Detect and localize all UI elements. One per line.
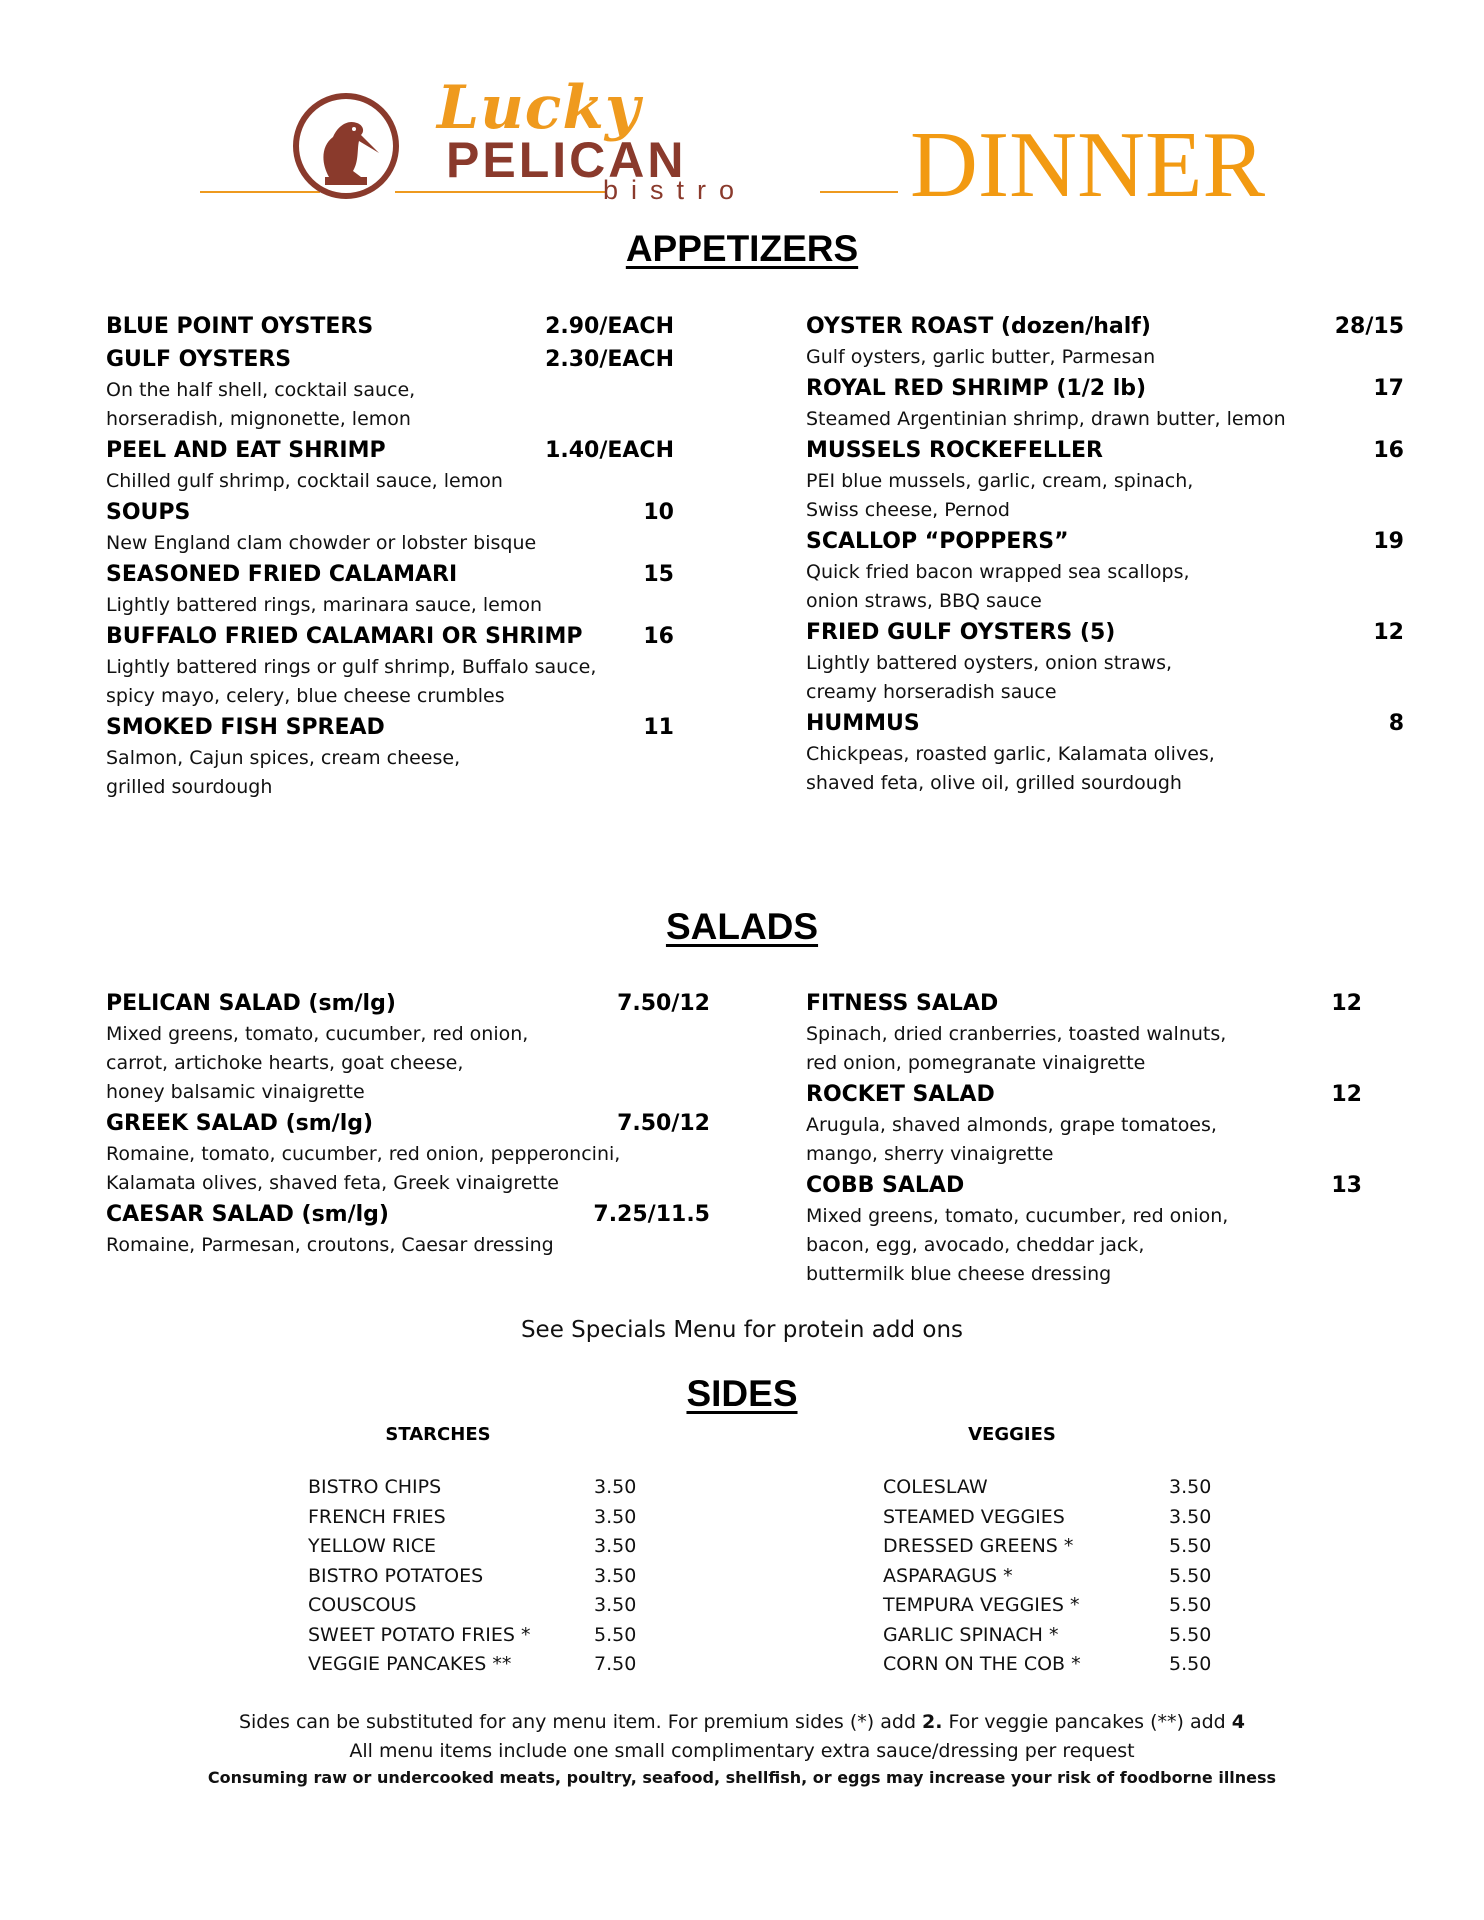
menu-item-price: 28/15 (1334, 314, 1404, 339)
menu-item-name: HUMMUS (806, 711, 920, 736)
side-name: SWEET POTATO FRIES * (308, 1623, 531, 1646)
menu-item-header (106, 1198, 710, 1231)
menu-item-name: GULF OYSTERS (106, 347, 292, 372)
menu-item-name: FITNESS SALAD (806, 991, 999, 1016)
menu-item-description: Romaine, Parmesan, croutons, Caesar dressing (106, 1234, 554, 1256)
side-price: 3.50 (594, 1505, 637, 1528)
menu-item (806, 525, 1404, 616)
menu-item-price: 16 (643, 624, 674, 649)
side-price: 5.50 (1169, 1564, 1212, 1587)
header-rule-middle (395, 191, 605, 193)
menu-item-description: New England clam chowder or lobster bisque (106, 532, 537, 554)
side-name: ASPARAGUS * (883, 1564, 1013, 1587)
side-name: CORN ON THE COB * (883, 1653, 1081, 1675)
protein-note: See Specials Menu for protein add ons (520, 1317, 964, 1343)
menu-item-description: Lightly battered rings or gulf shrimp, Buffalo sauce, spicy mayo, celery, blue cheese crumbles (106, 656, 597, 707)
menu-item-description: Mixed greens, tomato, cucumber, red onion, bacon, egg, avocado, cheddar jack, buttermilk blue cheese dressing (806, 1205, 1229, 1285)
menu-item-price: 12 (1331, 991, 1362, 1016)
menu-item-name: COBB SALAD (806, 1173, 965, 1198)
side-row (883, 1621, 1249, 1651)
side-name: YELLOW RICE (308, 1535, 436, 1557)
menu-item (106, 496, 674, 558)
side-name: VEGGIE PANCAKES ** (308, 1653, 512, 1675)
side-price: 5.50 (594, 1623, 637, 1646)
menu-item-header (106, 1107, 710, 1140)
side-name: TEMPURA VEGGIES * (883, 1594, 1080, 1616)
side-name: STEAMED VEGGIES (883, 1505, 1065, 1528)
menu-item-name: PELICAN SALAD (sm/lg) (106, 991, 396, 1016)
menu-item-header (806, 1169, 1362, 1202)
side-price: 3.50 (594, 1594, 637, 1616)
appetizers-right-column (806, 310, 1404, 798)
menu-item-description: Salmon, Cajun spices, cream cheese, grilled sourdough (106, 747, 461, 798)
menu-item-price: 10 (643, 500, 674, 525)
menu-item-price: 17 (1373, 376, 1404, 401)
menu-item-header (106, 496, 674, 529)
appetizers-heading: APPETIZERS (625, 228, 859, 269)
menu-item-description: Steamed Argentinian shrimp, drawn butter, lemon (806, 408, 1286, 430)
side-price: 7.50 (594, 1653, 637, 1675)
menu-item (106, 620, 674, 711)
menu-item-name: ROYAL RED SHRIMP (1/2 lb) (806, 376, 1147, 401)
menu-item (806, 1169, 1362, 1289)
starches-list (308, 1473, 674, 1680)
menu-item-name: MUSSELS ROCKEFELLER (806, 438, 1103, 463)
side-row (883, 1591, 1249, 1621)
menu-item-header (106, 310, 674, 343)
side-row (883, 1650, 1249, 1680)
veggies-list (883, 1473, 1249, 1680)
menu-item-price: 2.90/EACH (545, 314, 674, 339)
pancake-add-amount: 4 (1231, 1711, 1246, 1733)
substitution-text-1: Sides can be substituted for any menu item. For premium sides (*) add (238, 1711, 923, 1733)
menu-item (806, 987, 1362, 1078)
menu-item-price: 11 (643, 715, 674, 740)
side-row (308, 1473, 674, 1503)
menu-item-description: Chilled gulf shrimp, cocktail sauce, lemon (106, 470, 503, 492)
side-row (308, 1591, 674, 1621)
side-price: 3.50 (1169, 1476, 1212, 1498)
menu-item-name: CAESAR SALAD (sm/lg) (106, 1202, 389, 1227)
sides-heading: SIDES (686, 1373, 798, 1414)
side-price: 3.50 (1169, 1505, 1212, 1528)
menu-item (106, 558, 674, 620)
side-name: BISTRO CHIPS (308, 1476, 442, 1498)
menu-item-header (806, 310, 1404, 343)
menu-item-price: 7.50/12 (617, 991, 710, 1016)
veggies-heading: VEGGIES (968, 1424, 1056, 1445)
menu-item-description: Romaine, tomato, cucumber, red onion, pepperoncini, Kalamata olives, shaved feta, Greek vinaigrette (106, 1143, 621, 1194)
menu-item-description: Quick fried bacon wrapped sea scallops, onion straws, BBQ sauce (806, 561, 1190, 612)
side-price: 3.50 (594, 1476, 637, 1498)
menu-item (106, 343, 674, 434)
menu-item (106, 310, 674, 343)
side-row (308, 1621, 674, 1651)
menu-item-price: 19 (1373, 529, 1404, 554)
salads-right-column (806, 987, 1362, 1289)
side-row (883, 1532, 1249, 1562)
sauce-note: All menu items include one small complimentary extra sauce/dressing per request (349, 1740, 1135, 1762)
menu-item-price: 2.30/EACH (545, 347, 674, 372)
menu-item-name: SCALLOP “POPPERS” (806, 529, 1069, 554)
menu-item-price: 15 (643, 562, 674, 587)
menu-item-price: 13 (1331, 1173, 1362, 1198)
page-title: DINNER (910, 113, 1266, 217)
side-row (883, 1503, 1249, 1533)
substitution-text-2: For veggie pancakes (**) add (942, 1711, 1232, 1733)
menu-item-name: OYSTER ROAST (dozen/half) (806, 314, 1151, 339)
menu-item-description: Mixed greens, tomato, cucumber, red onion, carrot, artichoke hearts, goat cheese, honey balsamic vinaigrette (106, 1023, 529, 1103)
menu-item-name: BUFFALO FRIED CALAMARI OR SHRIMP (106, 624, 583, 649)
menu-item (806, 616, 1404, 707)
side-row (308, 1503, 674, 1533)
menu-item-name: SEASONED FRIED CALAMARI (106, 562, 458, 587)
menu-item-header (806, 434, 1404, 467)
menu-item-header (806, 616, 1404, 649)
menu-item-header (806, 372, 1404, 405)
side-name: FRENCH FRIES (308, 1505, 446, 1528)
menu-item (106, 711, 674, 802)
side-price: 5.50 (1169, 1623, 1212, 1646)
menu-item-description: Lightly battered rings, marinara sauce, lemon (106, 594, 542, 616)
logo-bistro-text: bistro (603, 175, 748, 205)
menu-item-header (806, 707, 1404, 740)
logo-pelican-text: PELICAN (446, 132, 687, 188)
side-row (308, 1650, 674, 1680)
side-row (308, 1562, 674, 1592)
appetizers-left-column (106, 310, 674, 802)
menu-item-price: 1.40/EACH (545, 438, 674, 463)
menu-item-header (106, 343, 674, 376)
side-price: 3.50 (594, 1564, 637, 1587)
header-rule-right (820, 191, 898, 193)
menu-item-name: PEEL AND EAT SHRIMP (106, 438, 386, 463)
menu-item-description: On the half shell, cocktail sauce, horseradish, mignonette, lemon (106, 379, 416, 430)
salads-heading: SALADS (665, 906, 819, 947)
menu-item (806, 707, 1404, 798)
menu-item-header (106, 558, 674, 591)
menu-item-price: 7.50/12 (617, 1111, 710, 1136)
side-name: GARLIC SPINACH * (883, 1623, 1059, 1646)
substitution-note (0, 1711, 1484, 1733)
menu-item-header (106, 711, 674, 744)
menu-item-description: Arugula, shaved almonds, grape tomatoes, mango, sherry vinaigrette (806, 1114, 1217, 1165)
side-row (883, 1473, 1249, 1503)
menu-item (106, 1107, 710, 1198)
side-name: DRESSED GREENS * (883, 1535, 1074, 1557)
menu-item-name: BLUE POINT OYSTERS (106, 314, 374, 339)
menu-item (106, 987, 710, 1107)
menu-item-name: ROCKET SALAD (806, 1082, 995, 1107)
menu-item-name: GREEK SALAD (sm/lg) (106, 1111, 374, 1136)
menu-item (806, 310, 1404, 372)
menu-item-description: Lightly battered oysters, onion straws, creamy horseradish sauce (806, 652, 1173, 703)
side-price: 5.50 (1169, 1535, 1212, 1557)
menu-item-price: 12 (1331, 1082, 1362, 1107)
logo-lucky-text: Lucky (437, 73, 641, 143)
premium-add-amount: 2. (922, 1711, 943, 1733)
menu-item (106, 434, 674, 496)
menu-item-description: Spinach, dried cranberries, toasted walnuts, red onion, pomegranate vinaigrette (806, 1023, 1227, 1074)
side-price: 5.50 (1169, 1653, 1212, 1675)
menu-item-description: PEI blue mussels, garlic, cream, spinach, Swiss cheese, Pernod (806, 470, 1194, 521)
menu-item-price: 7.25/11.5 (593, 1202, 710, 1227)
side-price: 3.50 (594, 1535, 637, 1557)
side-name: BISTRO POTATOES (308, 1564, 484, 1587)
menu-item-header (806, 525, 1404, 558)
side-row (883, 1562, 1249, 1592)
menu-item-header (806, 1078, 1362, 1111)
menu-item (106, 1198, 710, 1260)
starches-heading: STARCHES (385, 1424, 491, 1445)
menu-item-header (106, 987, 710, 1020)
menu-item-description: Chickpeas, roasted garlic, Kalamata olives, shaved feta, olive oil, grilled sourdough (806, 743, 1215, 794)
menu-item (806, 434, 1404, 525)
menu-item-price: 16 (1373, 438, 1404, 463)
menu-item-name: FRIED GULF OYSTERS (5) (806, 620, 1116, 645)
menu-item-header (106, 620, 674, 653)
menu-item (806, 1078, 1362, 1169)
menu-item-header (806, 987, 1362, 1020)
side-name: COUSCOUS (308, 1594, 417, 1616)
menu-item-name: SOUPS (106, 500, 191, 525)
side-name: COLESLAW (883, 1476, 988, 1498)
menu-item-price: 8 (1388, 711, 1404, 736)
menu-item-price: 12 (1373, 620, 1404, 645)
pelican-emblem-icon (291, 91, 401, 201)
menu-item (806, 372, 1404, 434)
side-row (308, 1532, 674, 1562)
menu-item-header (106, 434, 674, 467)
menu-item-name: SMOKED FISH SPREAD (106, 715, 385, 740)
foodborne-warning: Consuming raw or undercooked meats, poultry, seafood, shellfish, or eggs may increase your risk of foodborne illness (207, 1768, 1277, 1787)
salads-left-column (106, 987, 710, 1260)
menu-item-description: Gulf oysters, garlic butter, Parmesan (806, 346, 1156, 368)
side-price: 5.50 (1169, 1594, 1212, 1616)
